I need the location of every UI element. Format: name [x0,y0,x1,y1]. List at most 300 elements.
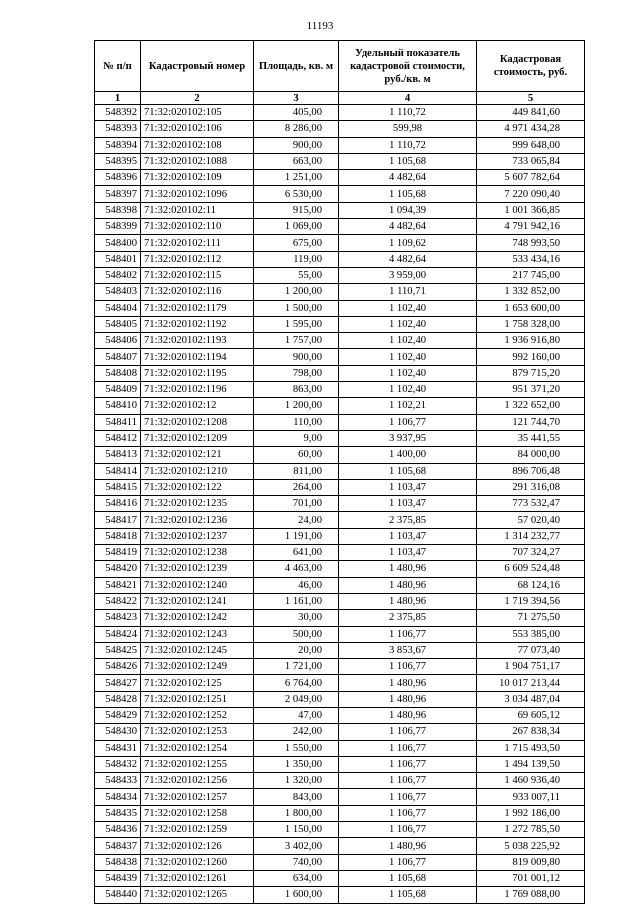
area-cell: 1 800,00 [254,805,339,821]
cadastral-value-cell: 1 332 852,00 [477,284,585,300]
cadastral-value-cell: 291 316,08 [477,479,585,495]
specific-value-cell: 1 480,96 [339,593,477,609]
specific-value-cell: 1 106,77 [339,414,477,430]
row-number-cell: 548409 [95,382,141,398]
cadastral-number-cell: 71:32:020102:106 [141,121,254,137]
row-number-cell: 548397 [95,186,141,202]
cadastral-number-cell: 71:32:020102:1256 [141,773,254,789]
cadastral-value-cell: 4 791 942,16 [477,219,585,235]
header-area: Площадь, кв. м [254,41,339,92]
cadastral-value-cell: 1 992 186,00 [477,805,585,821]
specific-value-cell: 1 102,40 [339,382,477,398]
row-number-cell: 548412 [95,430,141,446]
row-number-cell: 548411 [95,414,141,430]
cadastral-value-cell: 1 715 493,50 [477,740,585,756]
area-cell: 9,00 [254,430,339,446]
cadastral-number-cell: 71:32:020102:1251 [141,691,254,707]
cadastral-value-cell: 267 838,34 [477,724,585,740]
table-row [95,235,585,251]
area-cell: 405,00 [254,105,339,121]
row-number-cell: 548405 [95,316,141,332]
table-row [95,854,585,870]
table-row [95,267,585,283]
area-cell: 701,00 [254,496,339,512]
area-cell: 46,00 [254,577,339,593]
specific-value-cell: 1 106,77 [339,805,477,821]
cadastral-number-cell: 71:32:020102:1208 [141,414,254,430]
row-number-cell: 548410 [95,398,141,414]
cadastral-number-cell: 71:32:020102:1242 [141,610,254,626]
table-row [95,789,585,805]
row-number-cell: 548439 [95,870,141,886]
row-number-cell: 548436 [95,822,141,838]
area-cell: 1 550,00 [254,740,339,756]
area-cell: 242,00 [254,724,339,740]
row-number-cell: 548416 [95,496,141,512]
cadastral-number-cell: 71:32:020102:1210 [141,463,254,479]
cadastral-number-cell: 71:32:020102:1237 [141,528,254,544]
cadastral-number-cell: 71:32:020102:112 [141,251,254,267]
table-row [95,202,585,218]
row-number-cell: 548437 [95,838,141,854]
specific-value-cell: 1 094,39 [339,202,477,218]
specific-value-cell: 1 400,00 [339,447,477,463]
cadastral-number-cell: 71:32:020102:111 [141,235,254,251]
specific-value-cell: 1 106,77 [339,659,477,675]
table-row [95,545,585,561]
cadastral-value-cell: 449 841,60 [477,105,585,121]
cadastral-value-cell: 1 758 328,00 [477,316,585,332]
cadastral-number-cell: 71:32:020102:1096 [141,186,254,202]
row-number-cell: 548430 [95,724,141,740]
table-row [95,333,585,349]
cadastral-value-cell: 896 706,48 [477,463,585,479]
table-row [95,528,585,544]
row-number-cell: 548419 [95,545,141,561]
cadastral-number-cell: 71:32:020102:1258 [141,805,254,821]
table-row [95,414,585,430]
row-number-cell: 548424 [95,626,141,642]
table-row [95,430,585,446]
specific-value-cell: 1 106,77 [339,740,477,756]
cadastral-value-cell: 57 020,40 [477,512,585,528]
table-row [95,105,585,121]
specific-value-cell: 1 106,77 [339,756,477,772]
cadastral-value-cell: 3 034 487,04 [477,691,585,707]
area-cell: 740,00 [254,854,339,870]
table-row [95,251,585,267]
table-row [95,447,585,463]
row-number-cell: 548407 [95,349,141,365]
table-row [95,593,585,609]
table-row [95,365,585,381]
cadastral-value-cell: 707 324,27 [477,545,585,561]
cadastral-number-cell: 71:32:020102:1253 [141,724,254,740]
cadastral-value-cell: 1 460 936,40 [477,773,585,789]
area-cell: 1 200,00 [254,398,339,414]
cadastral-number-cell: 71:32:020102:125 [141,675,254,691]
header-cadastral-number: Кадастровый номер [141,41,254,92]
table-row [95,773,585,789]
area-cell: 24,00 [254,512,339,528]
cadastral-number-cell: 71:32:020102:1249 [141,659,254,675]
area-cell: 1 150,00 [254,822,339,838]
row-number-cell: 548428 [95,691,141,707]
cadastral-value-cell: 1 719 394,56 [477,593,585,609]
specific-value-cell: 1 106,77 [339,854,477,870]
specific-value-cell: 1 480,96 [339,675,477,691]
cadastral-number-cell: 71:32:020102:1236 [141,512,254,528]
cadastral-value-cell: 7 220 090,40 [477,186,585,202]
table-row [95,300,585,316]
table-row [95,382,585,398]
area-cell: 1 500,00 [254,300,339,316]
cadastral-value-cell: 533 434,16 [477,251,585,267]
row-number-cell: 548399 [95,219,141,235]
row-number-cell: 548396 [95,170,141,186]
cadastral-value-cell: 933 007,11 [477,789,585,805]
cadastral-value-cell: 77 073,40 [477,642,585,658]
table-row [95,479,585,495]
area-cell: 6 764,00 [254,675,339,691]
area-cell: 675,00 [254,235,339,251]
cadastral-number-cell: 71:32:020102:1192 [141,316,254,332]
row-number-cell: 548422 [95,593,141,609]
row-number-cell: 548401 [95,251,141,267]
area-cell: 3 402,00 [254,838,339,854]
area-cell: 60,00 [254,447,339,463]
specific-value-cell: 1 106,77 [339,789,477,805]
specific-value-cell: 1 106,77 [339,724,477,740]
table-row [95,707,585,723]
cadastral-number-cell: 71:32:020102:1235 [141,496,254,512]
cadastral-number-cell: 71:32:020102:11 [141,202,254,218]
table-row [95,170,585,186]
row-number-cell: 548423 [95,610,141,626]
cadastral-number-cell: 71:32:020102:1239 [141,561,254,577]
cadastral-value-cell: 121 744,70 [477,414,585,430]
cadastral-value-cell: 35 441,55 [477,430,585,446]
cadastral-value-cell: 84 000,00 [477,447,585,463]
specific-value-cell: 1 109,62 [339,235,477,251]
area-cell: 47,00 [254,707,339,723]
specific-value-cell: 1 103,47 [339,479,477,495]
row-number-cell: 548395 [95,153,141,169]
area-cell: 900,00 [254,137,339,153]
row-number-cell: 548408 [95,365,141,381]
area-cell: 55,00 [254,267,339,283]
specific-value-cell: 1 480,96 [339,691,477,707]
area-cell: 1 595,00 [254,316,339,332]
table-header-row [95,41,585,92]
row-number-cell: 548425 [95,642,141,658]
table-row [95,153,585,169]
specific-value-cell: 1 105,68 [339,463,477,479]
area-cell: 1 069,00 [254,219,339,235]
row-number-cell: 548400 [95,235,141,251]
area-cell: 663,00 [254,153,339,169]
cadastral-number-cell: 71:32:020102:105 [141,105,254,121]
specific-value-cell: 3 853,67 [339,642,477,658]
table-row [95,561,585,577]
specific-value-cell: 1 102,40 [339,349,477,365]
area-cell: 1 251,00 [254,170,339,186]
cadastral-number-cell: 71:32:020102:126 [141,838,254,854]
table-row [95,642,585,658]
header-specific-value: Удельный показатель кадастровой стоимости, руб./кв. м [339,41,477,92]
area-cell: 1 161,00 [254,593,339,609]
cadastral-value-cell: 701 001,12 [477,870,585,886]
specific-value-cell: 1 103,47 [339,545,477,561]
specific-value-cell: 599,98 [339,121,477,137]
specific-value-cell: 1 105,68 [339,870,477,886]
row-number-cell: 548417 [95,512,141,528]
row-number-cell: 548433 [95,773,141,789]
cadastral-value-cell: 10 017 213,44 [477,675,585,691]
cadastral-number-cell: 71:32:020102:121 [141,447,254,463]
area-cell: 6 530,00 [254,186,339,202]
table-row [95,137,585,153]
row-number-cell: 548440 [95,887,141,903]
column-number: 5 [477,92,585,105]
specific-value-cell: 1 480,96 [339,707,477,723]
cadastral-number-cell: 71:32:020102:1193 [141,333,254,349]
table-row [95,577,585,593]
row-number-cell: 548403 [95,284,141,300]
table-row [95,121,585,137]
specific-value-cell: 1 102,40 [339,333,477,349]
specific-value-cell: 2 375,85 [339,610,477,626]
table-row [95,463,585,479]
table-row [95,691,585,707]
cadastral-value-cell: 1 272 785,50 [477,822,585,838]
cadastral-value-cell: 1 494 139,50 [477,756,585,772]
header-cadastral-value: Кадастровая стоимость, руб. [477,41,585,92]
cadastral-value-cell: 773 532,47 [477,496,585,512]
cadastral-value-cell: 951 371,20 [477,382,585,398]
cadastral-number-cell: 71:32:020102:1252 [141,707,254,723]
specific-value-cell: 1 110,72 [339,105,477,121]
area-cell: 4 463,00 [254,561,339,577]
cadastral-number-cell: 71:32:020102:109 [141,170,254,186]
cadastral-value-cell: 68 124,16 [477,577,585,593]
area-cell: 641,00 [254,545,339,561]
cadastral-value-cell: 999 648,00 [477,137,585,153]
specific-value-cell: 1 480,96 [339,561,477,577]
cadastral-number-cell: 71:32:020102:1259 [141,822,254,838]
specific-value-cell: 4 482,64 [339,219,477,235]
cadastral-number-cell: 71:32:020102:1265 [141,887,254,903]
cadastral-value-cell: 5 607 782,64 [477,170,585,186]
cadastral-number-cell: 71:32:020102:1241 [141,593,254,609]
cadastral-number-cell: 71:32:020102:1196 [141,382,254,398]
table-row [95,887,585,903]
area-cell: 30,00 [254,610,339,626]
area-cell: 264,00 [254,479,339,495]
cadastral-number-cell: 71:32:020102:110 [141,219,254,235]
specific-value-cell: 4 482,64 [339,170,477,186]
row-number-cell: 548434 [95,789,141,805]
row-number-cell: 548426 [95,659,141,675]
row-number-cell: 548392 [95,105,141,121]
specific-value-cell: 1 110,72 [339,137,477,153]
table-row [95,316,585,332]
cadastral-number-cell: 71:32:020102:115 [141,267,254,283]
table-row [95,496,585,512]
table-row [95,870,585,886]
area-cell: 1 320,00 [254,773,339,789]
cadastral-number-cell: 71:32:020102:1243 [141,626,254,642]
cadastral-value-cell: 1 769 088,00 [477,887,585,903]
cadastral-number-cell: 71:32:020102:1257 [141,789,254,805]
cadastral-number-cell: 71:32:020102:1088 [141,153,254,169]
specific-value-cell: 1 106,77 [339,626,477,642]
cadastral-value-cell: 733 065,84 [477,153,585,169]
cadastral-number-cell: 71:32:020102:1238 [141,545,254,561]
cadastral-number-cell: 71:32:020102:108 [141,137,254,153]
specific-value-cell: 1 103,47 [339,528,477,544]
row-number-cell: 548429 [95,707,141,723]
cadastral-number-cell: 71:32:020102:1254 [141,740,254,756]
area-cell: 843,00 [254,789,339,805]
cadastral-value-cell: 71 275,50 [477,610,585,626]
cadastral-number-cell: 71:32:020102:1195 [141,365,254,381]
cadastral-value-cell: 992 160,00 [477,349,585,365]
table-row [95,740,585,756]
row-number-cell: 548415 [95,479,141,495]
cadastral-value-cell: 748 993,50 [477,235,585,251]
row-number-cell: 548406 [95,333,141,349]
column-number: 3 [254,92,339,105]
area-cell: 1 757,00 [254,333,339,349]
cadastral-value-cell: 1 904 751,17 [477,659,585,675]
specific-value-cell: 1 105,68 [339,153,477,169]
cadastral-value-cell: 1 314 232,77 [477,528,585,544]
cadastral-value-cell: 1 001 366,85 [477,202,585,218]
specific-value-cell: 1 102,40 [339,365,477,381]
table-column-numbers-row [95,92,585,105]
area-cell: 500,00 [254,626,339,642]
table-row [95,512,585,528]
cadastral-value-table [94,40,585,904]
area-cell: 863,00 [254,382,339,398]
specific-value-cell: 1 480,96 [339,577,477,593]
area-cell: 1 350,00 [254,756,339,772]
table-row [95,805,585,821]
cadastral-value-cell: 69 605,12 [477,707,585,723]
area-cell: 634,00 [254,870,339,886]
page-number: 11193 [306,20,334,32]
area-cell: 915,00 [254,202,339,218]
cadastral-value-cell: 879 715,20 [477,365,585,381]
table-row [95,284,585,300]
area-cell: 811,00 [254,463,339,479]
cadastral-value-cell: 819 009,80 [477,854,585,870]
table-body [95,105,585,904]
row-number-cell: 548404 [95,300,141,316]
specific-value-cell: 1 106,77 [339,822,477,838]
row-number-cell: 548402 [95,267,141,283]
cadastral-number-cell: 71:32:020102:12 [141,398,254,414]
column-number: 4 [339,92,477,105]
area-cell: 20,00 [254,642,339,658]
specific-value-cell: 1 105,68 [339,186,477,202]
area-cell: 2 049,00 [254,691,339,707]
table-row [95,756,585,772]
table-row [95,219,585,235]
area-cell: 1 191,00 [254,528,339,544]
specific-value-cell: 2 375,85 [339,512,477,528]
area-cell: 1 200,00 [254,284,339,300]
area-cell: 1 600,00 [254,887,339,903]
cadastral-number-cell: 71:32:020102:1260 [141,854,254,870]
row-number-cell: 548418 [95,528,141,544]
table-row [95,724,585,740]
cadastral-number-cell: 71:32:020102:1209 [141,430,254,446]
specific-value-cell: 1 105,68 [339,887,477,903]
row-number-cell: 548421 [95,577,141,593]
table-row [95,659,585,675]
specific-value-cell: 3 959,00 [339,267,477,283]
table-row [95,398,585,414]
row-number-cell: 548394 [95,137,141,153]
area-cell: 1 721,00 [254,659,339,675]
row-number-cell: 548414 [95,463,141,479]
specific-value-cell: 4 482,64 [339,251,477,267]
cadastral-number-cell: 71:32:020102:1179 [141,300,254,316]
table-row [95,822,585,838]
row-number-cell: 548435 [95,805,141,821]
specific-value-cell: 1 103,47 [339,496,477,512]
row-number-cell: 548420 [95,561,141,577]
column-number: 2 [141,92,254,105]
specific-value-cell: 1 480,96 [339,838,477,854]
row-number-cell: 548398 [95,202,141,218]
specific-value-cell: 1 102,40 [339,300,477,316]
row-number-cell: 548427 [95,675,141,691]
area-cell: 119,00 [254,251,339,267]
cadastral-number-cell: 71:32:020102:122 [141,479,254,495]
row-number-cell: 548431 [95,740,141,756]
area-cell: 798,00 [254,365,339,381]
specific-value-cell: 1 102,21 [339,398,477,414]
cadastral-value-cell: 217 745,00 [477,267,585,283]
header-row-number: № п/п [95,41,141,92]
cadastral-number-cell: 71:32:020102:1261 [141,870,254,886]
table-row [95,186,585,202]
cadastral-number-cell: 71:32:020102:1245 [141,642,254,658]
table-row [95,610,585,626]
area-cell: 900,00 [254,349,339,365]
table-row [95,626,585,642]
cadastral-number-cell: 71:32:020102:1240 [141,577,254,593]
row-number-cell: 548432 [95,756,141,772]
area-cell: 110,00 [254,414,339,430]
cadastral-value-cell: 553 385,00 [477,626,585,642]
table-row [95,838,585,854]
cadastral-value-cell: 6 609 524,48 [477,561,585,577]
row-number-cell: 548393 [95,121,141,137]
cadastral-number-cell: 71:32:020102:116 [141,284,254,300]
area-cell: 8 286,00 [254,121,339,137]
cadastral-number-cell: 71:32:020102:1194 [141,349,254,365]
row-number-cell: 548413 [95,447,141,463]
row-number-cell: 548438 [95,854,141,870]
specific-value-cell: 3 937,95 [339,430,477,446]
cadastral-value-cell: 4 971 434,28 [477,121,585,137]
cadastral-number-cell: 71:32:020102:1255 [141,756,254,772]
cadastral-value-cell: 1 653 600,00 [477,300,585,316]
